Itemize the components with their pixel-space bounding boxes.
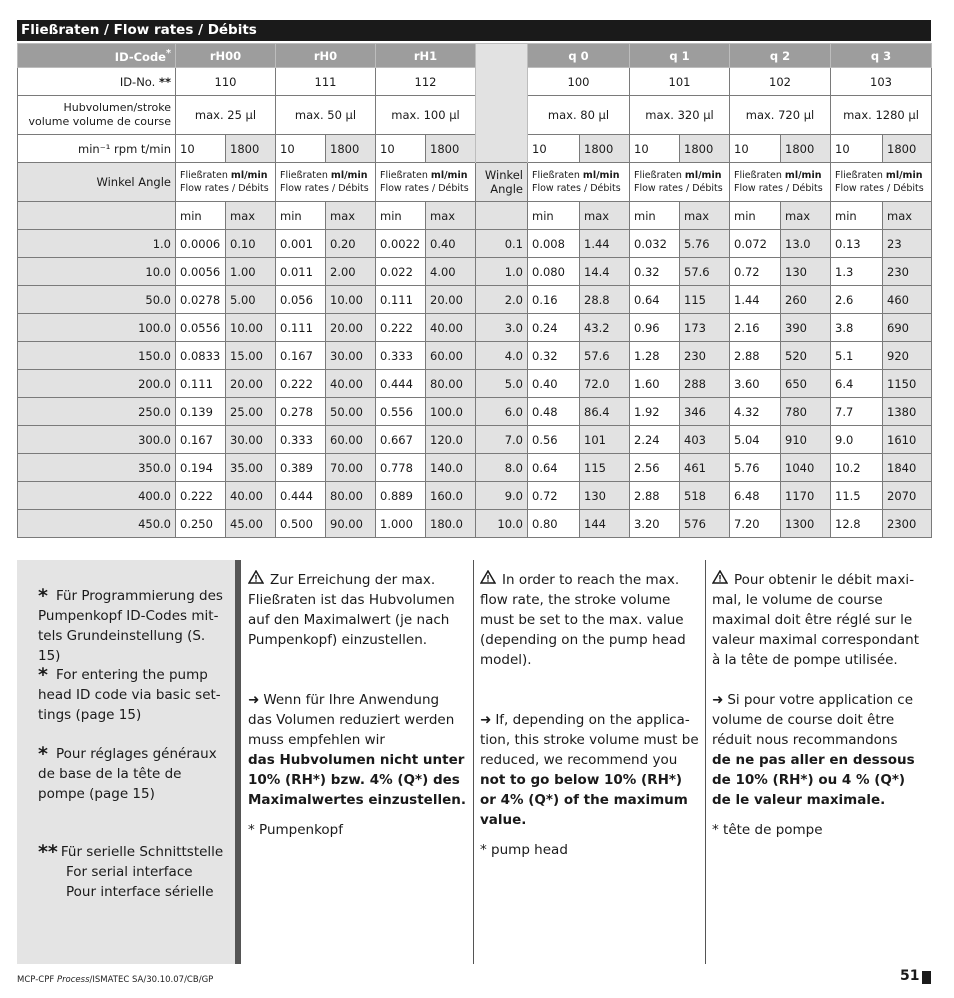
flow-value: 173 <box>680 314 730 342</box>
flow-value: 0.48 <box>528 398 580 426</box>
flow-value: 40.00 <box>226 482 276 510</box>
flow-rate-header: Fließraten ml/min Flow rates / Débits <box>730 163 831 202</box>
flow-value: 1.44 <box>580 230 630 258</box>
flow-value: 20.00 <box>426 286 476 314</box>
stroke-volume-label: Hubvolumen/stroke volume volume de course <box>18 96 176 135</box>
flow-value: 0.32 <box>630 258 680 286</box>
head-volume: max. 1280 µl <box>831 96 932 135</box>
warning-icon <box>712 570 728 590</box>
head-id: 100 <box>528 68 630 96</box>
rpm-min: 10 <box>730 135 781 163</box>
flow-value: 0.072 <box>730 230 781 258</box>
flow-value: 130 <box>580 482 630 510</box>
notes-french: Pour obtenir le débit maximal, le volume de course maximal doit être réglé sur le valeur maximal correspondant à la tête de pompe utilisée. ➜ Si pour votre application ce volume de course doit être réduit nous recommandons de ne pas aller en dessous de 10% (RH*) ou 4 % (Q*) de le valeur maximale. * tête de pompe <box>712 572 920 838</box>
flow-value: 80.00 <box>326 482 376 510</box>
flow-value: 0.0278 <box>176 286 226 314</box>
max-label: max <box>326 202 376 230</box>
head-code: rH0 <box>276 44 376 68</box>
flow-value: 180.0 <box>426 510 476 538</box>
angle-value: 8.0 <box>476 454 528 482</box>
head-id: 103 <box>831 68 932 96</box>
flow-value: 0.32 <box>528 342 580 370</box>
angle-value: 450.0 <box>18 510 176 538</box>
flow-value: 0.444 <box>276 482 326 510</box>
head-volume: max. 100 µl <box>376 96 476 135</box>
rpm-max: 1800 <box>781 135 831 163</box>
flow-value: 40.00 <box>326 370 376 398</box>
flow-value: 0.056 <box>276 286 326 314</box>
flow-value: 0.64 <box>630 286 680 314</box>
flow-value: 0.0833 <box>176 342 226 370</box>
spacer-cell <box>476 44 528 163</box>
flow-rate-header: Fließraten ml/min Flow rates / Débits <box>831 163 932 202</box>
angle-value: 200.0 <box>18 370 176 398</box>
flow-value: 115 <box>580 454 630 482</box>
flow-value: 910 <box>781 426 831 454</box>
rpm-min: 10 <box>176 135 226 163</box>
flow-value: 15.00 <box>226 342 276 370</box>
angle-value: 9.0 <box>476 482 528 510</box>
flow-value: 60.00 <box>426 342 476 370</box>
flow-value: 14.4 <box>580 258 630 286</box>
flow-value: 650 <box>781 370 831 398</box>
flow-value: 0.250 <box>176 510 226 538</box>
angle-value: 100.0 <box>18 314 176 342</box>
head-id: 102 <box>730 68 831 96</box>
flow-rate-header: Fließraten ml/min Flow rates / Débits <box>528 163 630 202</box>
flow-value: 0.001 <box>276 230 326 258</box>
flow-value: 86.4 <box>580 398 630 426</box>
flow-value: 0.022 <box>376 258 426 286</box>
flow-value: 2.6 <box>831 286 883 314</box>
notes-divider-bar <box>235 560 241 964</box>
flow-value: 20.00 <box>326 314 376 342</box>
flow-value: 0.56 <box>528 426 580 454</box>
table-row <box>18 230 932 258</box>
flow-value: 0.0006 <box>176 230 226 258</box>
flow-rate-header: Fließraten ml/min Flow rates / Débits <box>376 163 476 202</box>
head-id: 110 <box>176 68 276 96</box>
flow-value: 144 <box>580 510 630 538</box>
flow-value: 72.0 <box>580 370 630 398</box>
flow-value: 461 <box>680 454 730 482</box>
flow-value: 520 <box>781 342 831 370</box>
max-label: max <box>226 202 276 230</box>
flow-value: 2070 <box>883 482 932 510</box>
flow-value: 2.00 <box>326 258 376 286</box>
head-volume: max. 720 µl <box>730 96 831 135</box>
head-volume: max. 50 µl <box>276 96 376 135</box>
flow-value: 1.60 <box>630 370 680 398</box>
head-volume: max. 80 µl <box>528 96 630 135</box>
rpm-min: 10 <box>528 135 580 163</box>
rpm-label: min⁻¹ rpm t/min <box>18 135 176 163</box>
angle-value: 10.0 <box>476 510 528 538</box>
flow-value: 230 <box>680 342 730 370</box>
flow-value: 100.0 <box>426 398 476 426</box>
flow-value: 1610 <box>883 426 932 454</box>
flow-value: 2.24 <box>630 426 680 454</box>
flow-value: 0.16 <box>528 286 580 314</box>
flow-value: 0.40 <box>528 370 580 398</box>
angle-value: 300.0 <box>18 426 176 454</box>
flow-value: 101 <box>580 426 630 454</box>
table-row <box>18 202 932 230</box>
min-label: min <box>176 202 226 230</box>
page-number: 51 <box>900 968 920 984</box>
table-row <box>18 342 932 370</box>
flow-value: 2.88 <box>730 342 781 370</box>
min-label: min <box>528 202 580 230</box>
flow-value: 0.032 <box>630 230 680 258</box>
table-row <box>18 482 932 510</box>
flow-value: 1040 <box>781 454 831 482</box>
flow-value: 0.10 <box>226 230 276 258</box>
flow-value: 13.0 <box>781 230 831 258</box>
angle-value: 1.0 <box>18 230 176 258</box>
head-id: 111 <box>276 68 376 96</box>
flow-value: 0.167 <box>276 342 326 370</box>
table-row <box>18 286 932 314</box>
flow-value: 2.88 <box>630 482 680 510</box>
flow-value: 20.00 <box>226 370 276 398</box>
rpm-max: 1800 <box>226 135 276 163</box>
head-code: rH00 <box>176 44 276 68</box>
column-divider <box>473 560 474 964</box>
rpm-min: 10 <box>831 135 883 163</box>
angle-label: Winkel Angle <box>476 163 528 202</box>
min-label: min <box>630 202 680 230</box>
flow-value: 0.889 <box>376 482 426 510</box>
flow-value: 1.28 <box>630 342 680 370</box>
flow-value: 5.04 <box>730 426 781 454</box>
angle-value: 400.0 <box>18 482 176 510</box>
flow-value: 30.00 <box>226 426 276 454</box>
flow-value: 0.667 <box>376 426 426 454</box>
max-label: max <box>680 202 730 230</box>
angle-value: 350.0 <box>18 454 176 482</box>
rpm-max: 1800 <box>326 135 376 163</box>
flow-value: 0.556 <box>376 398 426 426</box>
flow-value: 0.24 <box>528 314 580 342</box>
flow-value: 70.00 <box>326 454 376 482</box>
table-row <box>18 258 932 286</box>
flow-value: 12.8 <box>831 510 883 538</box>
warning-icon <box>248 570 264 590</box>
flow-value: 0.111 <box>176 370 226 398</box>
flow-value: 9.0 <box>831 426 883 454</box>
flow-value: 0.778 <box>376 454 426 482</box>
flow-value: 0.111 <box>376 286 426 314</box>
rpm-max: 1800 <box>883 135 932 163</box>
flow-value: 460 <box>883 286 932 314</box>
flow-value: 7.7 <box>831 398 883 426</box>
head-code: q 0 <box>528 44 630 68</box>
flow-value: 0.72 <box>528 482 580 510</box>
note-id-code-de: * Für Programmierung des Pumpenkopf ID-Codes mittels Grundeinstellung (S. 15) <box>38 585 223 664</box>
flow-value: 1.000 <box>376 510 426 538</box>
angle-value: 6.0 <box>476 398 528 426</box>
max-label: max <box>426 202 476 230</box>
flow-rate-table <box>17 43 932 538</box>
angle-value: 3.0 <box>476 314 528 342</box>
flow-rate-header: Fließraten ml/min Flow rates / Débits <box>176 163 276 202</box>
flow-value: 0.222 <box>376 314 426 342</box>
flow-value: 0.080 <box>528 258 580 286</box>
flow-value: 690 <box>883 314 932 342</box>
flow-value: 0.0022 <box>376 230 426 258</box>
flow-value: 1150 <box>883 370 932 398</box>
flow-value: 5.1 <box>831 342 883 370</box>
flow-value: 0.13 <box>831 230 883 258</box>
flow-value: 0.444 <box>376 370 426 398</box>
flow-value: 5.76 <box>680 230 730 258</box>
flow-value: 390 <box>781 314 831 342</box>
flow-value: 35.00 <box>226 454 276 482</box>
flow-value: 3.60 <box>730 370 781 398</box>
blank-cell <box>18 202 176 230</box>
document-footer: MCP-CPF Process/ISMATEC SA/30.10.07/CB/GP <box>17 975 214 985</box>
flow-value: 0.80 <box>528 510 580 538</box>
flow-value: 0.40 <box>426 230 476 258</box>
flow-rate-header: Fließraten ml/min Flow rates / Débits <box>630 163 730 202</box>
flow-value: 120.0 <box>426 426 476 454</box>
note-id-code-fr: * Pour réglages généraux de base de la tête de pompe (page 15) <box>38 743 217 802</box>
flow-value: 11.5 <box>831 482 883 510</box>
flow-value: 1170 <box>781 482 831 510</box>
flow-value: 6.48 <box>730 482 781 510</box>
flow-value: 0.111 <box>276 314 326 342</box>
rpm-max: 1800 <box>680 135 730 163</box>
flow-value: 3.20 <box>630 510 680 538</box>
note-serial: ** Für serielle Schnittstelle For serial interface Pour interface sérielle <box>38 841 224 900</box>
flow-value: 50.00 <box>326 398 376 426</box>
flow-value: 45.00 <box>226 510 276 538</box>
angle-value: 50.0 <box>18 286 176 314</box>
angle-label: Winkel Angle <box>18 163 176 202</box>
table-row <box>18 163 932 202</box>
table-row <box>18 510 932 538</box>
flow-value: 2300 <box>883 510 932 538</box>
rpm-max: 1800 <box>426 135 476 163</box>
flow-value: 260 <box>781 286 831 314</box>
angle-value: 2.0 <box>476 286 528 314</box>
flow-rate-header: Fließraten ml/min Flow rates / Débits <box>276 163 376 202</box>
arrow-icon: ➜ <box>248 692 260 708</box>
flow-value: 780 <box>781 398 831 426</box>
flow-value: 288 <box>680 370 730 398</box>
flow-value: 23 <box>883 230 932 258</box>
flow-value: 4.32 <box>730 398 781 426</box>
angle-value: 7.0 <box>476 426 528 454</box>
flow-value: 90.00 <box>326 510 376 538</box>
flow-value: 10.00 <box>226 314 276 342</box>
flow-value: 346 <box>680 398 730 426</box>
flow-value: 0.0056 <box>176 258 226 286</box>
rpm-min: 10 <box>630 135 680 163</box>
flow-value: 6.4 <box>831 370 883 398</box>
table-row <box>18 454 932 482</box>
arrow-icon: ➜ <box>480 712 492 728</box>
id-code-label: ID-Code* <box>18 44 176 68</box>
flow-value: 1.92 <box>630 398 680 426</box>
table-row <box>18 44 932 68</box>
table-row <box>18 314 932 342</box>
flow-value: 0.139 <box>176 398 226 426</box>
rpm-min: 10 <box>376 135 426 163</box>
flow-value: 0.0556 <box>176 314 226 342</box>
table-title: Fließraten / Flow rates / Débits <box>17 20 931 41</box>
angle-value: 4.0 <box>476 342 528 370</box>
max-label: max <box>580 202 630 230</box>
notes-english: In order to reach the max. flow rate, the stroke volume must be set to the max. value (depending on the pump head model). ➜ If, depending on the application, this stroke volume must be reduced, we recommend you not to go below 10% (RH*) or 4% (Q*) of the maximum value. * pump head <box>480 572 699 858</box>
angle-value: 5.0 <box>476 370 528 398</box>
head-code: q 1 <box>630 44 730 68</box>
angle-value: 1.0 <box>476 258 528 286</box>
table-row <box>18 68 932 96</box>
flow-value: 5.76 <box>730 454 781 482</box>
flow-value: 0.333 <box>276 426 326 454</box>
flow-value: 1300 <box>781 510 831 538</box>
table-row <box>18 426 932 454</box>
flow-value: 0.008 <box>528 230 580 258</box>
min-label: min <box>376 202 426 230</box>
flow-value: 10.00 <box>326 286 376 314</box>
flow-value: 1.3 <box>831 258 883 286</box>
flow-value: 230 <box>883 258 932 286</box>
flow-value: 30.00 <box>326 342 376 370</box>
flow-value: 0.500 <box>276 510 326 538</box>
head-code: rH1 <box>376 44 476 68</box>
rpm-min: 10 <box>276 135 326 163</box>
note-id-code-en: * For entering the pump head ID code via basic settings (page 15) <box>38 664 221 723</box>
flow-value: 60.00 <box>326 426 376 454</box>
flow-value: 0.222 <box>176 482 226 510</box>
arrow-icon: ➜ <box>712 692 724 708</box>
rpm-max: 1800 <box>580 135 630 163</box>
min-label: min <box>730 202 781 230</box>
flow-value: 576 <box>680 510 730 538</box>
flow-value: 1.44 <box>730 286 781 314</box>
flow-value: 28.8 <box>580 286 630 314</box>
flow-value: 80.00 <box>426 370 476 398</box>
flow-value: 0.96 <box>630 314 680 342</box>
flow-value: 1380 <box>883 398 932 426</box>
table-row <box>18 370 932 398</box>
flow-value: 403 <box>680 426 730 454</box>
table-row <box>18 398 932 426</box>
flow-value: 2.16 <box>730 314 781 342</box>
blank-cell <box>476 202 528 230</box>
head-volume: max. 25 µl <box>176 96 276 135</box>
table-row <box>18 135 932 163</box>
flow-value: 3.8 <box>831 314 883 342</box>
flow-value: 0.389 <box>276 454 326 482</box>
head-id: 101 <box>630 68 730 96</box>
max-label: max <box>781 202 831 230</box>
flow-value: 1840 <box>883 454 932 482</box>
flow-value: 140.0 <box>426 454 476 482</box>
flow-value: 4.00 <box>426 258 476 286</box>
angle-value: 150.0 <box>18 342 176 370</box>
flow-value: 130 <box>781 258 831 286</box>
head-volume: max. 320 µl <box>630 96 730 135</box>
flow-value: 1.00 <box>226 258 276 286</box>
flow-value: 0.222 <box>276 370 326 398</box>
flow-value: 7.20 <box>730 510 781 538</box>
column-divider <box>705 560 706 964</box>
head-id: 112 <box>376 68 476 96</box>
flow-value: 160.0 <box>426 482 476 510</box>
table-row <box>18 96 932 135</box>
flow-value: 0.194 <box>176 454 226 482</box>
angle-value: 250.0 <box>18 398 176 426</box>
flow-value: 0.011 <box>276 258 326 286</box>
angle-value: 10.0 <box>18 258 176 286</box>
flow-value: 2.56 <box>630 454 680 482</box>
min-label: min <box>831 202 883 230</box>
flow-value: 0.64 <box>528 454 580 482</box>
flow-value: 0.333 <box>376 342 426 370</box>
flow-value: 920 <box>883 342 932 370</box>
flow-value: 25.00 <box>226 398 276 426</box>
flow-value: 0.278 <box>276 398 326 426</box>
flow-value: 0.167 <box>176 426 226 454</box>
angle-value: 0.1 <box>476 230 528 258</box>
notes-german: Zur Erreichung der max. Fließraten ist das Hubvolumen auf den Maximalwert (je nach Pumpenkopf) einzustellen. ➜ Wenn für Ihre Anwendung das Volumen reduziert werden muss empfehlen wir das Hubvolumen nicht unter 10% (RH*) bzw. 4% (Q*) des Maximalwertes einzustellen. * Pumpenkopf <box>248 572 466 838</box>
flow-value: 43.2 <box>580 314 630 342</box>
flow-value: 115 <box>680 286 730 314</box>
flow-value: 10.2 <box>831 454 883 482</box>
head-code: q 2 <box>730 44 831 68</box>
flow-value: 518 <box>680 482 730 510</box>
max-label: max <box>883 202 932 230</box>
warning-icon <box>480 570 496 590</box>
flow-value: 57.6 <box>680 258 730 286</box>
flow-value: 5.00 <box>226 286 276 314</box>
flow-value: 0.20 <box>326 230 376 258</box>
page-marker <box>922 971 931 984</box>
flow-value: 0.72 <box>730 258 781 286</box>
flow-value: 57.6 <box>580 342 630 370</box>
head-code: q 3 <box>831 44 932 68</box>
min-label: min <box>276 202 326 230</box>
id-no-label: ID-No. ** <box>18 68 176 96</box>
flow-value: 40.00 <box>426 314 476 342</box>
